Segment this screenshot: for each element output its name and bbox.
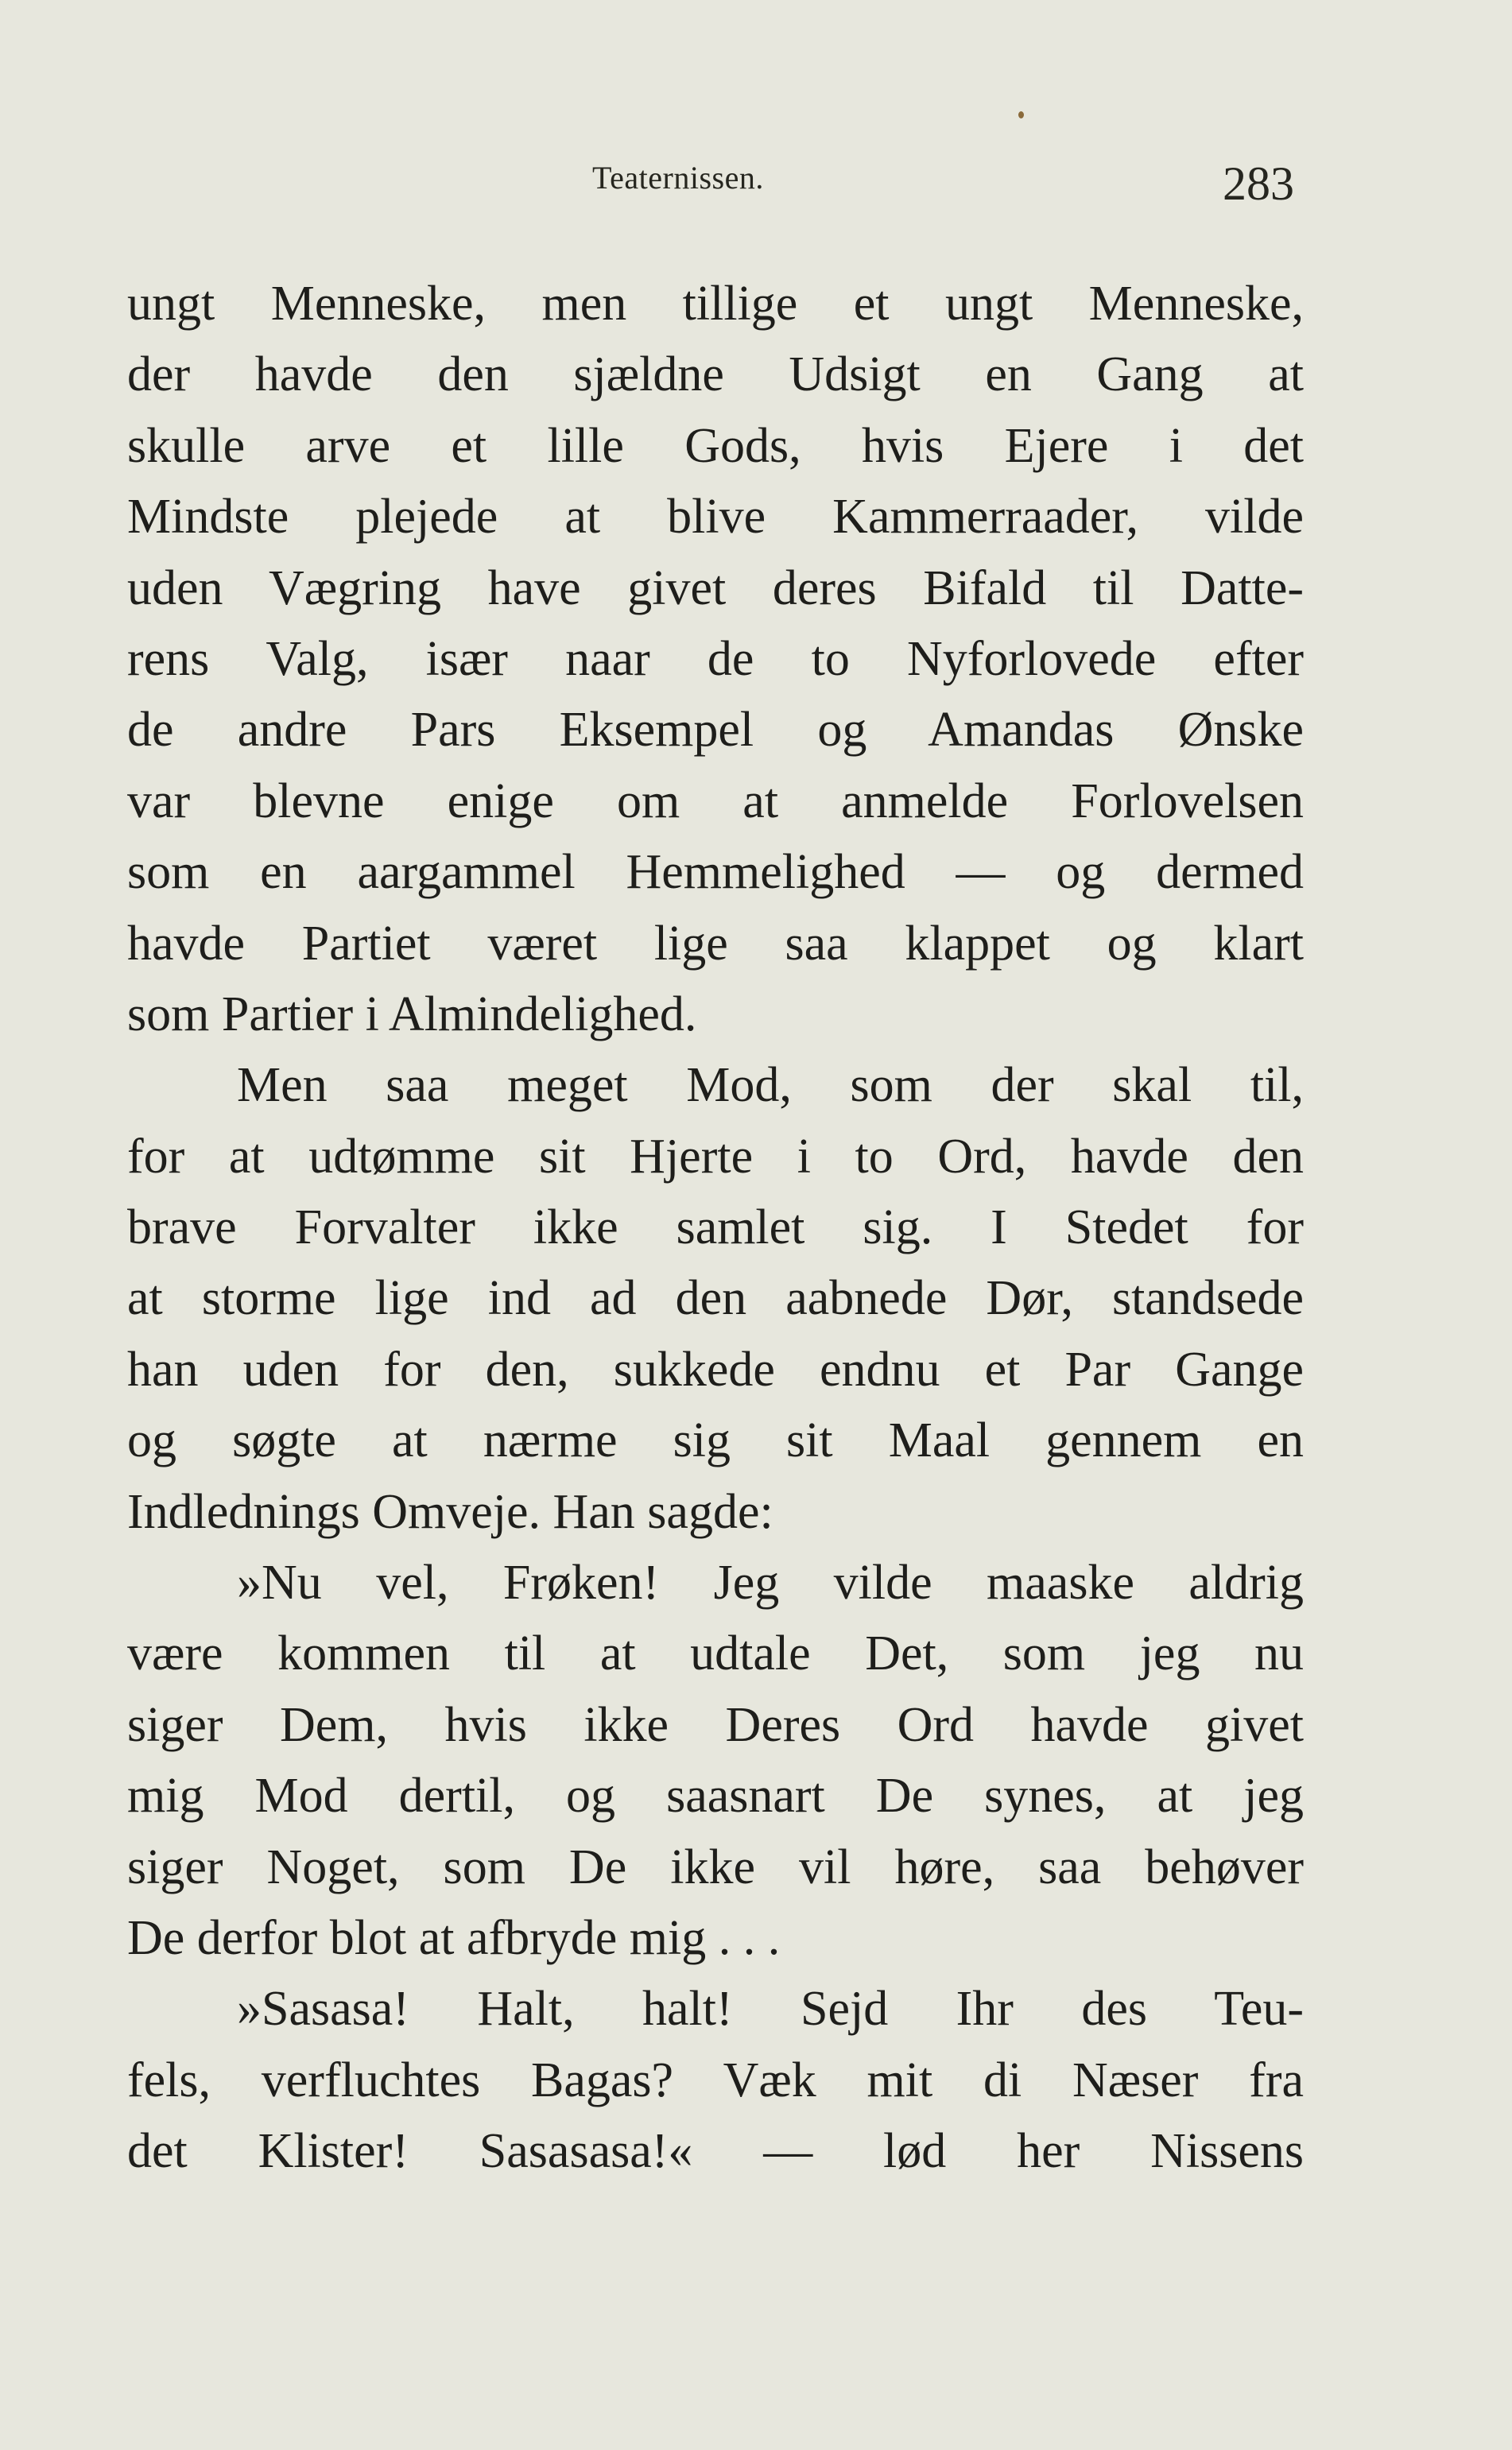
text-line: og søgte at nærme sig sit Maal gennem en xyxy=(127,1413,1304,1468)
text-line: som en aargammel Hemmelighed — og dermed xyxy=(127,845,1304,900)
text-line: siger Noget, som De ikke vil høre, saa behøver xyxy=(127,1839,1304,1894)
text-line: havde Partiet været lige saa klappet og klart xyxy=(127,916,1304,971)
text-line: Indlednings Omveje. Han sagde: xyxy=(127,1484,773,1539)
text-line: han uden for den, sukkede endnu et Par Gange xyxy=(127,1342,1304,1397)
text-line: »Nu vel, Frøken! Jeg vilde maaske aldrig xyxy=(237,1556,1304,1611)
text-line: siger Dem, hvis ikke Deres Ord havde givet xyxy=(127,1697,1304,1752)
text-line: Men saa meget Mod, som der skal til, xyxy=(237,1058,1304,1113)
body-text xyxy=(127,269,1304,2188)
text-line: var blevne enige om at anmelde Forlovelsen xyxy=(127,773,1304,828)
text-line: det Klister! Sasasasa!« — lød her Nissens xyxy=(127,2124,1304,2179)
text-line: »Sasasa! Halt, halt! Sejd Ihr des Teu- xyxy=(237,1982,1304,2037)
text-line: være kommen til at udtale Det, som jeg nu xyxy=(127,1626,1304,1681)
text-line: der havde den sjældne Udsigt en Gang at xyxy=(127,347,1304,402)
text-line: som Partier i Almindelighed. xyxy=(127,987,697,1041)
text-line: de andre Pars Eksempel og Amandas Ønske xyxy=(127,703,1304,758)
text-line: fels, verfluchtes Bagas? Væk mit di Næser fra xyxy=(127,2053,1304,2107)
running-title: Teaternissen. xyxy=(592,160,764,196)
text-line: at storme lige ind ad den aabnede Dør, standsede xyxy=(127,1271,1304,1326)
text-line: for at udtømme sit Hjerte i to Ord, havde den xyxy=(127,1129,1304,1184)
text-line: De derfor blot at afbryde mig . . . xyxy=(127,1910,781,1965)
text-line: uden Vægring have givet deres Bifald til Datte- xyxy=(127,560,1304,615)
text-line: Mindste plejede at blive Kammerraader, vilde xyxy=(127,490,1304,545)
text-line: rens Valg, især naar de to Nyforlovede efter xyxy=(127,631,1304,686)
ink-speck xyxy=(1018,111,1024,118)
text-line: mig Mod dertil, og saasnart De synes, at jeg xyxy=(127,1769,1304,1824)
text-line: ungt Menneske, men tillige et ungt Menneske, xyxy=(127,277,1304,331)
text-line: brave Forvalter ikke samlet sig. I Stedet for xyxy=(127,1200,1304,1255)
text-line: skulle arve et lille Gods, hvis Ejere i det xyxy=(127,418,1304,473)
page-number: 283 xyxy=(1223,157,1294,210)
